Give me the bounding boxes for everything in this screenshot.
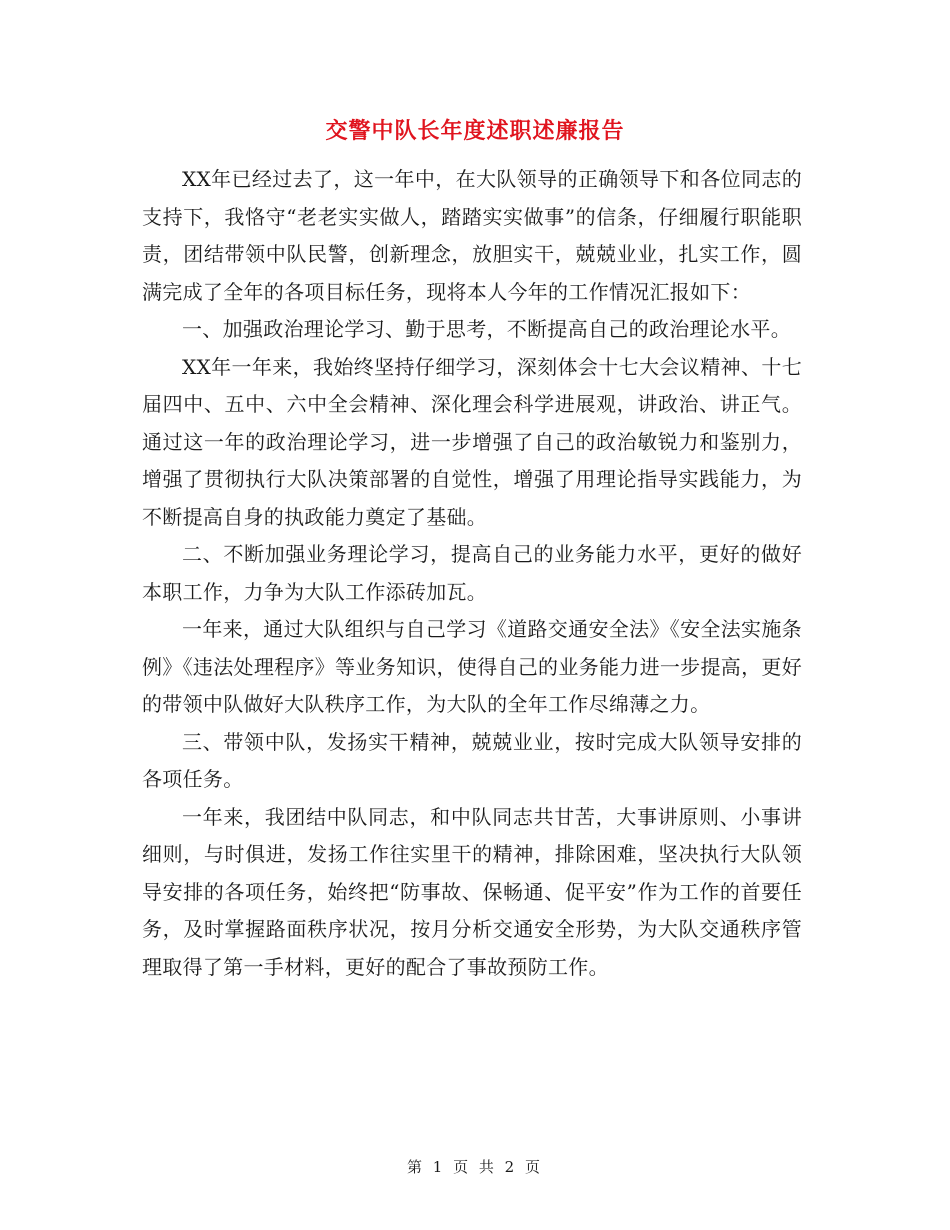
- document-body: [142, 161, 802, 986]
- paragraph-heading-1: 一、加强政治理论学习、勤于思考，不断提高自己的政治理论水平。: [182, 317, 791, 341]
- paragraph-section-1: XX年一年来，我始终坚持仔细学习，深刻体会十七大会议精神、十七届四中、五中、六中全会精神、深化理会科学进展观，讲政治、讲正气。通过这一年的政治理论学习，进一步增强了自己的政治敏锐力和鉴别力，增强了贯彻执行大队决策部署的自觉性，增强了用理论指导实践能力，为不断提高自身的执政能力奠定了基础。: [142, 354, 802, 529]
- paragraph-section-3: 一年来，我团结中队同志，和中队同志共甘苦，大事讲原则、小事讲细则，与时俱进，发扬工作往实里干的精神，排除困难，坚决执行大队领导安排的各项任务，始终把“防事故、保畅通、促平安”作为工作的首要任务，及时掌握路面秩序状况，按月分析交通安全形势，为大队交通秩序管理取得了第一手材料，更好的配合了事故预防工作。: [142, 804, 802, 979]
- paragraph-intro: XX年已经过去了，这一年中，在大队领导的正确领导下和各位同志的支持下，我恪守“老老实实做人，踏踏实实做事”的信条，仔细履行职能职责，团结带领中队民警，创新理念，放胆实干，兢兢业业，扎实工作，圆满完成了全年的各项目标任务，现将本人今年的工作情况汇报如下：: [142, 167, 802, 304]
- paragraph-heading-2: 二、不断加强业务理论学习，提高自己的业务能力水平，更好的做好本职工作，力争为大队工作添砖加瓦。: [142, 542, 802, 604]
- page-number-footer: 第 1 页 共 2 页: [407, 1158, 543, 1176]
- paragraph-heading-3: 三、带领中队，发扬实干精神，兢兢业业，按时完成大队领导安排的各项任务。: [142, 729, 802, 791]
- document-title: 交警中队长年度述职述廉报告: [325, 118, 625, 144]
- paragraph-section-2: 一年来，通过大队组织与自己学习《道路交通安全法》《安全法实施条例》《违法处理程序》等业务知识，使得自己的业务能力进一步提高，更好的带领中队做好大队秩序工作，为大队的全年工作尽绵薄之力。: [142, 617, 802, 716]
